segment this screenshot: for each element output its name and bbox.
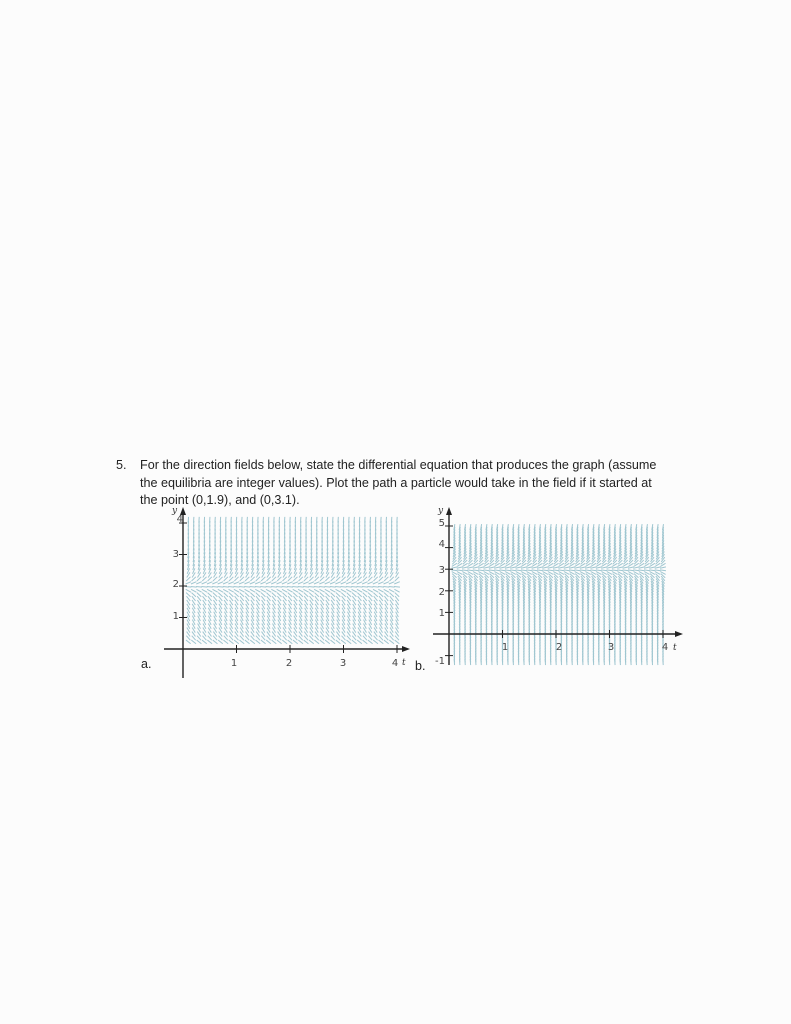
field-segment-b	[467, 567, 473, 568]
field-segment-a	[245, 589, 250, 592]
field-segment-a	[256, 640, 261, 644]
field-segment-b	[505, 570, 511, 571]
field-segment-a	[308, 587, 314, 588]
field-segment-a	[341, 589, 346, 592]
field-segment-a	[330, 582, 336, 584]
field-segment-b	[548, 570, 554, 571]
field-segment-b	[580, 567, 586, 568]
field-segment-a	[352, 589, 357, 592]
field-segment-a	[217, 587, 223, 588]
field-segment-b	[639, 567, 645, 568]
y-tick-label-a-1: 1	[172, 611, 179, 622]
field-segment-b	[473, 570, 479, 571]
field-segment-a	[229, 589, 234, 592]
field-segment-b	[489, 567, 495, 568]
field-segment-a	[266, 582, 272, 584]
field-segment-b	[526, 570, 532, 571]
field-segment-a	[282, 589, 287, 592]
x-tick-label-b-1: 1	[501, 642, 509, 653]
field-segment-a	[298, 587, 304, 588]
field-segment-b	[628, 567, 634, 568]
field-segment-b	[500, 567, 506, 568]
field-segment-a	[362, 587, 368, 588]
field-segment-b	[494, 570, 500, 571]
field-segment-a	[341, 587, 347, 588]
field-segment-a	[373, 640, 378, 644]
field-segment-a	[185, 587, 191, 588]
field-segment-a	[330, 640, 335, 644]
x-axis-label-a: t	[402, 658, 406, 668]
field-segment-a	[218, 589, 223, 592]
field-segment-a	[378, 587, 384, 588]
field-segment-a	[325, 640, 330, 644]
field-segment-a	[378, 582, 384, 584]
field-segment-b	[510, 567, 516, 568]
field-segment-a	[341, 582, 347, 584]
y-tick-label-b-5: 5	[438, 518, 445, 529]
field-segment-a	[394, 589, 399, 592]
field-segment-b	[660, 567, 666, 568]
field-segment-b	[612, 570, 618, 571]
question-line-3: the point (0,1.9), and (0,3.1).	[140, 493, 300, 507]
field-segment-a	[218, 582, 224, 584]
field-segment-b	[462, 570, 468, 571]
field-segment-a	[223, 587, 229, 588]
field-segment-a	[367, 582, 373, 584]
field-segment-a	[201, 587, 207, 588]
field-segment-a	[319, 589, 324, 592]
x-tick-label-a-3: 3	[339, 658, 347, 669]
field-segment-a	[362, 589, 367, 592]
field-segment-a	[303, 582, 309, 584]
field-segment-a	[250, 587, 256, 588]
y-tick-label-a-2: 2	[172, 579, 179, 590]
field-segment-b	[585, 570, 591, 571]
field-segment-a	[223, 589, 228, 592]
field-segment-b	[607, 567, 613, 568]
field-segment-b	[473, 567, 479, 568]
field-segment-a	[314, 587, 320, 588]
field-segment-a	[336, 640, 341, 644]
field-segment-a	[213, 640, 218, 644]
field-segment-b	[660, 570, 666, 571]
field-segment-b	[623, 567, 629, 568]
field-segment-a	[384, 589, 389, 592]
field-segment-a	[298, 582, 304, 584]
y-tick-label-b-3: 3	[438, 565, 445, 576]
field-segment-a	[271, 587, 277, 588]
field-segment-b	[457, 570, 463, 571]
field-segment-a	[244, 587, 250, 588]
field-segment-a	[325, 589, 330, 592]
field-segment-b	[633, 567, 639, 568]
field-segment-b	[537, 567, 543, 568]
field-segment-a	[234, 640, 239, 644]
field-segment-a	[363, 640, 368, 644]
field-segment-a	[266, 589, 271, 592]
field-segment-b	[596, 570, 602, 571]
field-segment-b	[596, 567, 602, 568]
field-segment-a	[330, 587, 336, 588]
field-segment-b	[628, 570, 634, 571]
field-segment-a	[260, 582, 266, 584]
field-segment-a	[282, 582, 288, 584]
y-tick-label-a-4: 4	[176, 514, 183, 525]
field-segment-a	[191, 640, 196, 644]
field-segment-a	[287, 589, 292, 592]
x-tick-label-a-2: 2	[285, 658, 293, 669]
field-segment-b	[505, 567, 511, 568]
field-segment-b	[462, 567, 468, 568]
field-segment-a	[212, 589, 217, 592]
field-segment-a	[212, 587, 218, 588]
field-segment-a	[347, 640, 352, 644]
question-number: 5.	[116, 458, 127, 472]
field-segment-a	[389, 589, 394, 592]
field-segment-a	[394, 587, 400, 588]
field-segment-b	[574, 567, 580, 568]
field-segment-b	[521, 570, 527, 571]
field-segment-b	[617, 567, 623, 568]
field-segment-a	[271, 582, 277, 584]
field-segment-b	[478, 567, 484, 568]
field-segment-b	[649, 570, 655, 571]
field-segment-a	[314, 589, 319, 592]
field-segment-a	[324, 587, 330, 588]
field-segment-a	[319, 587, 325, 588]
field-segment-b	[516, 567, 522, 568]
field-segment-a	[394, 582, 400, 584]
field-segment-a	[287, 582, 293, 584]
field-segment-b	[553, 570, 559, 571]
question-line-1: For the direction fields below, state the differential equation that produces the graph (assume	[140, 458, 657, 472]
field-segment-b	[542, 570, 548, 571]
field-segment-b	[489, 570, 495, 571]
field-segment-a	[202, 640, 207, 644]
x-axis-arrow-b	[675, 631, 683, 637]
y-axis-label-b: y	[438, 506, 444, 516]
field-segment-a	[357, 640, 362, 644]
field-segment-a	[346, 589, 351, 592]
field-segment-a	[207, 587, 213, 588]
figure-a-label: a.	[141, 657, 152, 671]
field-segment-a	[379, 640, 384, 644]
field-segment-a	[196, 589, 201, 592]
field-segment-b	[451, 570, 457, 571]
field-segment-b	[617, 570, 623, 571]
field-segment-a	[298, 640, 303, 644]
field-segment-a	[368, 640, 373, 644]
field-segment-a	[228, 587, 234, 588]
field-segment-a	[330, 589, 335, 592]
x-tick-label-a-4: 4	[391, 658, 399, 669]
field-segment-a	[287, 587, 293, 588]
field-segment-a	[309, 640, 314, 644]
field-segment-a	[218, 640, 223, 644]
y-axis-arrow-b	[446, 507, 452, 515]
field-segment-a	[255, 582, 261, 584]
field-segment-a	[335, 582, 341, 584]
field-segment-b	[478, 570, 484, 571]
field-segment-a	[261, 589, 266, 592]
field-segment-a	[293, 589, 298, 592]
field-segment-b	[510, 570, 516, 571]
field-segment-a	[250, 582, 256, 584]
field-segment-b	[548, 567, 554, 568]
field-segment-b	[644, 570, 650, 571]
x-tick-label-b-3: 3	[607, 642, 615, 653]
direction-field-b	[425, 500, 695, 680]
field-segment-a	[293, 582, 299, 584]
field-segment-a	[255, 589, 260, 592]
field-segment-b	[601, 570, 607, 571]
field-segment-b	[591, 567, 597, 568]
field-segment-a	[250, 589, 255, 592]
field-segment-a	[346, 582, 352, 584]
field-segment-a	[266, 587, 272, 588]
field-segment-a	[239, 582, 245, 584]
field-segment-b	[601, 567, 607, 568]
field-segment-a	[320, 640, 325, 644]
field-segment-a	[196, 582, 202, 584]
field-segment-a	[240, 640, 245, 644]
field-segment-a	[197, 640, 202, 644]
field-segment-b	[564, 570, 570, 571]
x-tick-label-b-4: 4	[661, 642, 669, 653]
field-segment-a	[351, 582, 357, 584]
field-segment-a	[373, 589, 378, 592]
field-segment-a	[186, 589, 191, 592]
field-segment-a	[202, 589, 207, 592]
field-segment-b	[564, 567, 570, 568]
field-segment-b	[644, 567, 650, 568]
field-segment-a	[389, 582, 395, 584]
field-segment-a	[245, 640, 250, 644]
field-segment-a	[288, 640, 293, 644]
field-segment-a	[373, 582, 379, 584]
field-segment-a	[261, 640, 266, 644]
field-segment-a	[292, 587, 298, 588]
field-segment-a	[191, 587, 197, 588]
field-segment-b	[532, 570, 538, 571]
field-segment-a	[362, 582, 368, 584]
y-tick-label-b-1: 1	[438, 608, 445, 619]
x-tick-label-a-1: 1	[230, 658, 238, 669]
field-segment-a	[255, 587, 261, 588]
field-segment-a	[368, 589, 373, 592]
field-segment-a	[357, 582, 363, 584]
field-segment-a	[303, 587, 309, 588]
field-segment-b	[580, 570, 586, 571]
field-segment-b	[484, 567, 490, 568]
direction-field-a	[150, 500, 420, 680]
field-segment-b	[483, 570, 489, 571]
field-segment-a	[212, 582, 218, 584]
field-segment-a	[277, 589, 282, 592]
field-segment-b	[558, 570, 564, 571]
field-segment-a	[282, 640, 287, 644]
field-segment-b	[553, 567, 559, 568]
field-segment-a	[389, 640, 394, 644]
field-segment-a	[282, 587, 288, 588]
y-axis-label-a: y	[172, 506, 178, 516]
field-segment-b	[537, 570, 543, 571]
field-segment-a	[367, 587, 373, 588]
field-segment-b	[569, 570, 575, 571]
field-segment-a	[191, 589, 196, 592]
field-segment-b	[585, 567, 591, 568]
field-segment-a	[303, 589, 308, 592]
y-tick-label-b-neg1: -1	[435, 656, 445, 667]
field-segment-a	[223, 582, 229, 584]
field-segment-a	[383, 587, 389, 588]
field-segment-b	[542, 567, 548, 568]
field-segment-b	[655, 570, 661, 571]
field-segment-a	[378, 589, 383, 592]
field-segment-b	[457, 567, 463, 568]
field-segment-a	[341, 640, 346, 644]
field-segment-b	[500, 570, 506, 571]
field-segment-a	[250, 640, 255, 644]
field-segment-a	[207, 582, 213, 584]
field-segment-a	[352, 640, 357, 644]
field-segment-a	[229, 640, 234, 644]
field-segment-b	[655, 567, 661, 568]
field-segment-a	[346, 587, 352, 588]
field-segment-a	[395, 640, 400, 644]
field-segment-b	[451, 567, 457, 568]
field-segment-b	[521, 567, 527, 568]
field-segment-a	[277, 640, 282, 644]
field-segment-a	[319, 582, 325, 584]
field-segment-a	[314, 640, 319, 644]
field-segment-a	[373, 587, 379, 588]
field-segment-a	[351, 587, 357, 588]
field-segment-a	[304, 640, 309, 644]
field-segment-a	[196, 587, 202, 588]
field-segment-b	[526, 567, 532, 568]
field-segment-a	[389, 587, 395, 588]
field-segment-a	[207, 640, 212, 644]
field-segment-a	[223, 640, 228, 644]
x-axis-label-b: t	[673, 643, 677, 653]
field-segment-b	[590, 570, 596, 571]
field-segment-b	[467, 570, 473, 571]
x-axis-arrow-a	[402, 646, 410, 652]
field-segment-b	[623, 570, 629, 571]
field-segment-a	[357, 587, 363, 588]
field-segment-a	[207, 589, 212, 592]
field-segment-a	[272, 640, 277, 644]
field-segment-b	[574, 570, 580, 571]
field-segment-b	[639, 570, 645, 571]
field-segment-b	[569, 567, 575, 568]
field-segment-a	[384, 582, 390, 584]
field-segment-a	[202, 582, 208, 584]
question-line-2: the equilibria are integer values). Plot the path a particle would take in the field if it started at	[140, 475, 652, 490]
field-segment-a	[186, 640, 191, 644]
field-segment-b	[532, 567, 538, 568]
field-segment-a	[309, 582, 315, 584]
field-segment-a	[325, 582, 331, 584]
field-segment-a	[234, 587, 240, 588]
field-segment-b	[649, 567, 655, 568]
figure-b-label: b.	[415, 659, 426, 673]
field-segment-a	[260, 587, 266, 588]
field-segment-a	[357, 589, 362, 592]
y-tick-label-b-4: 4	[438, 539, 445, 550]
field-segment-a	[384, 640, 389, 644]
field-segment-b	[633, 570, 639, 571]
field-segment-a	[309, 589, 314, 592]
field-segment-b	[516, 570, 522, 571]
field-segment-a	[191, 582, 197, 584]
field-segment-a	[239, 589, 244, 592]
field-segment-b	[494, 567, 500, 568]
field-segment-a	[234, 582, 240, 584]
field-segment-a	[314, 582, 320, 584]
y-tick-label-a-3: 3	[172, 549, 179, 560]
field-segment-b	[612, 567, 618, 568]
field-segment-a	[298, 589, 303, 592]
field-segment-a	[186, 582, 192, 584]
field-segments-a	[185, 517, 400, 644]
field-segment-a	[266, 640, 271, 644]
field-segment-a	[335, 587, 341, 588]
field-segment-a	[277, 582, 283, 584]
field-segment-a	[228, 582, 234, 584]
y-tick-label-b-2: 2	[438, 587, 445, 598]
field-segment-a	[234, 589, 239, 592]
field-segment-a	[276, 587, 282, 588]
field-segment-a	[293, 640, 298, 644]
field-segment-b	[558, 567, 564, 568]
field-segment-a	[239, 587, 245, 588]
x-tick-label-b-2: 2	[555, 642, 563, 653]
field-segment-a	[271, 589, 276, 592]
field-segment-a	[336, 589, 341, 592]
field-segment-a	[244, 582, 250, 584]
field-segment-b	[607, 570, 613, 571]
